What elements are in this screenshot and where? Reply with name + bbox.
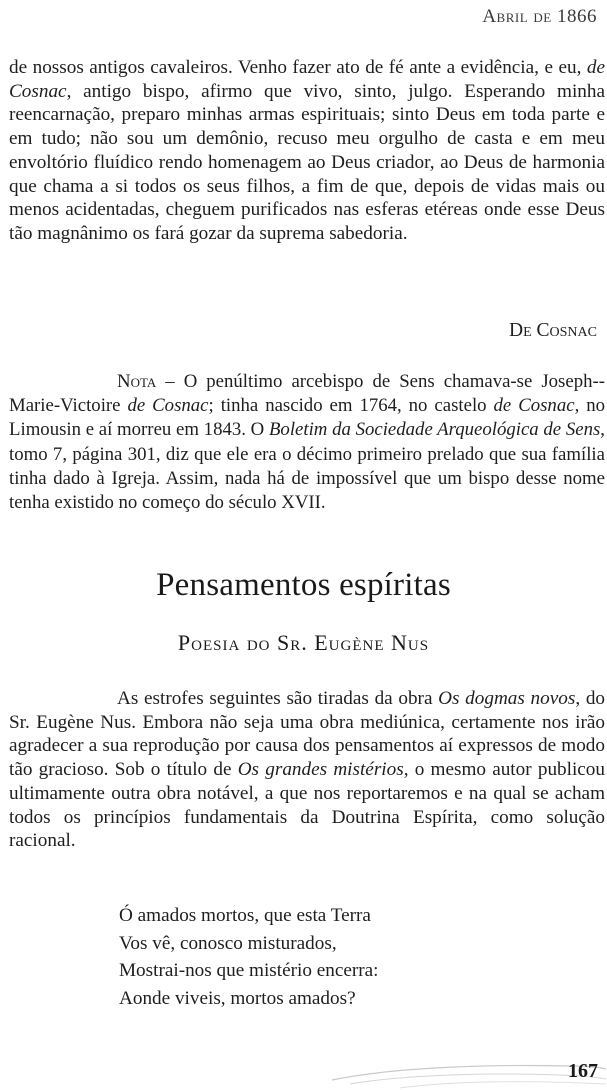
- note-italic-3: Boletim da Sociedade Arqueológica de Sens: [268, 419, 601, 441]
- intro-paragraph: [9, 687, 605, 853]
- note-text-2: ; tinha nascido em 1764, no castelo: [208, 395, 494, 417]
- letter-signature: De Cosnac: [509, 320, 597, 341]
- letter-text-2: , antigo bispo, afirmo que vivo, sinto, julgo. Esperando minha reencarnação, preparo minhas armas espirituais; sinto Deus em toda parte e em tudo; não sou um demônio, recuso meu orgulho de casta e em meu envoltório fluídico rendo homenagem ao Deus criador, ao Deus de harmonia que chama a si todos os seus filhos, a fim de que, depois de vidas mais ou menos acidentadas, cheguem purificados nas esferas etéreas onde esse Deus tão magnânimo os fará gozar da suprema sabedoria.: [9, 80, 605, 244]
- note-dash: –: [156, 371, 184, 392]
- running-header: [482, 6, 597, 28]
- poem-line: Aonde viveis, mortos amados?: [119, 987, 356, 1009]
- poem-line: Mostrai-nos que mistério encerra:: [119, 960, 379, 981]
- letter-text-1: de nossos antigos cavaleiros. Venho fazer ato de fé ante a evidência, e eu,: [9, 57, 587, 78]
- footer-swoosh-ornament: [330, 1050, 607, 1090]
- intro-italic-2: Os grandes mistérios: [237, 759, 404, 781]
- note-paragraph: [9, 370, 605, 515]
- intro-text-1: As estrofes seguintes são tiradas da obra: [117, 688, 439, 709]
- running-header-title: Abril de 1866: [482, 6, 597, 27]
- letter-name-italic: de Cosnac: [9, 57, 605, 102]
- intro-italic-1: Os dogmas novos: [438, 688, 576, 709]
- intro-text-3: , o mesmo autor publicou ultimamente outra obra notável, a que nos reportaremos e na qual se acham todos os princípios fundamentais da Doutrina Espírita, como solução racional.: [9, 759, 605, 852]
- note-italic-1: de Cosnac: [127, 395, 209, 417]
- poem-stanza: [119, 902, 378, 1012]
- note-italic-2: de Cosnac: [493, 395, 575, 417]
- page-number: 167: [568, 1060, 598, 1082]
- note-label: Nota: [117, 371, 157, 392]
- section-title: Pensamentos espíritas: [156, 567, 451, 603]
- note-text-1: O penúltimo arcebispo de Sens chamava-se Joseph--Marie-Victoire: [9, 371, 605, 417]
- intro-text-2: , do Sr. Eugène Nus. Embora não seja uma obra mediúnica, certamente nos irão agradecer a sua reprodução por causa dos pensamentos aí expressos de modo tão gracioso. Sob o título de: [9, 688, 605, 781]
- poem-line: Vos vê, conosco misturados,: [119, 932, 337, 954]
- letter-paragraph: [9, 56, 605, 246]
- poem-line: Ó amados mortos, que esta Terra: [119, 905, 371, 926]
- note-text-3: , no Limousin e aí morreu em 1843. O: [9, 395, 605, 441]
- note-text-4: , tomo 7, página 301, diz que ele era o décimo primeiro prelado que sua família tinha dado à Igreja. Assim, nada há de impossível que um bispo desse nome tenha existido no começo do século XVII.: [9, 419, 605, 514]
- section-subtitle: Poesia do Sr. Eugène Nus: [177, 630, 430, 655]
